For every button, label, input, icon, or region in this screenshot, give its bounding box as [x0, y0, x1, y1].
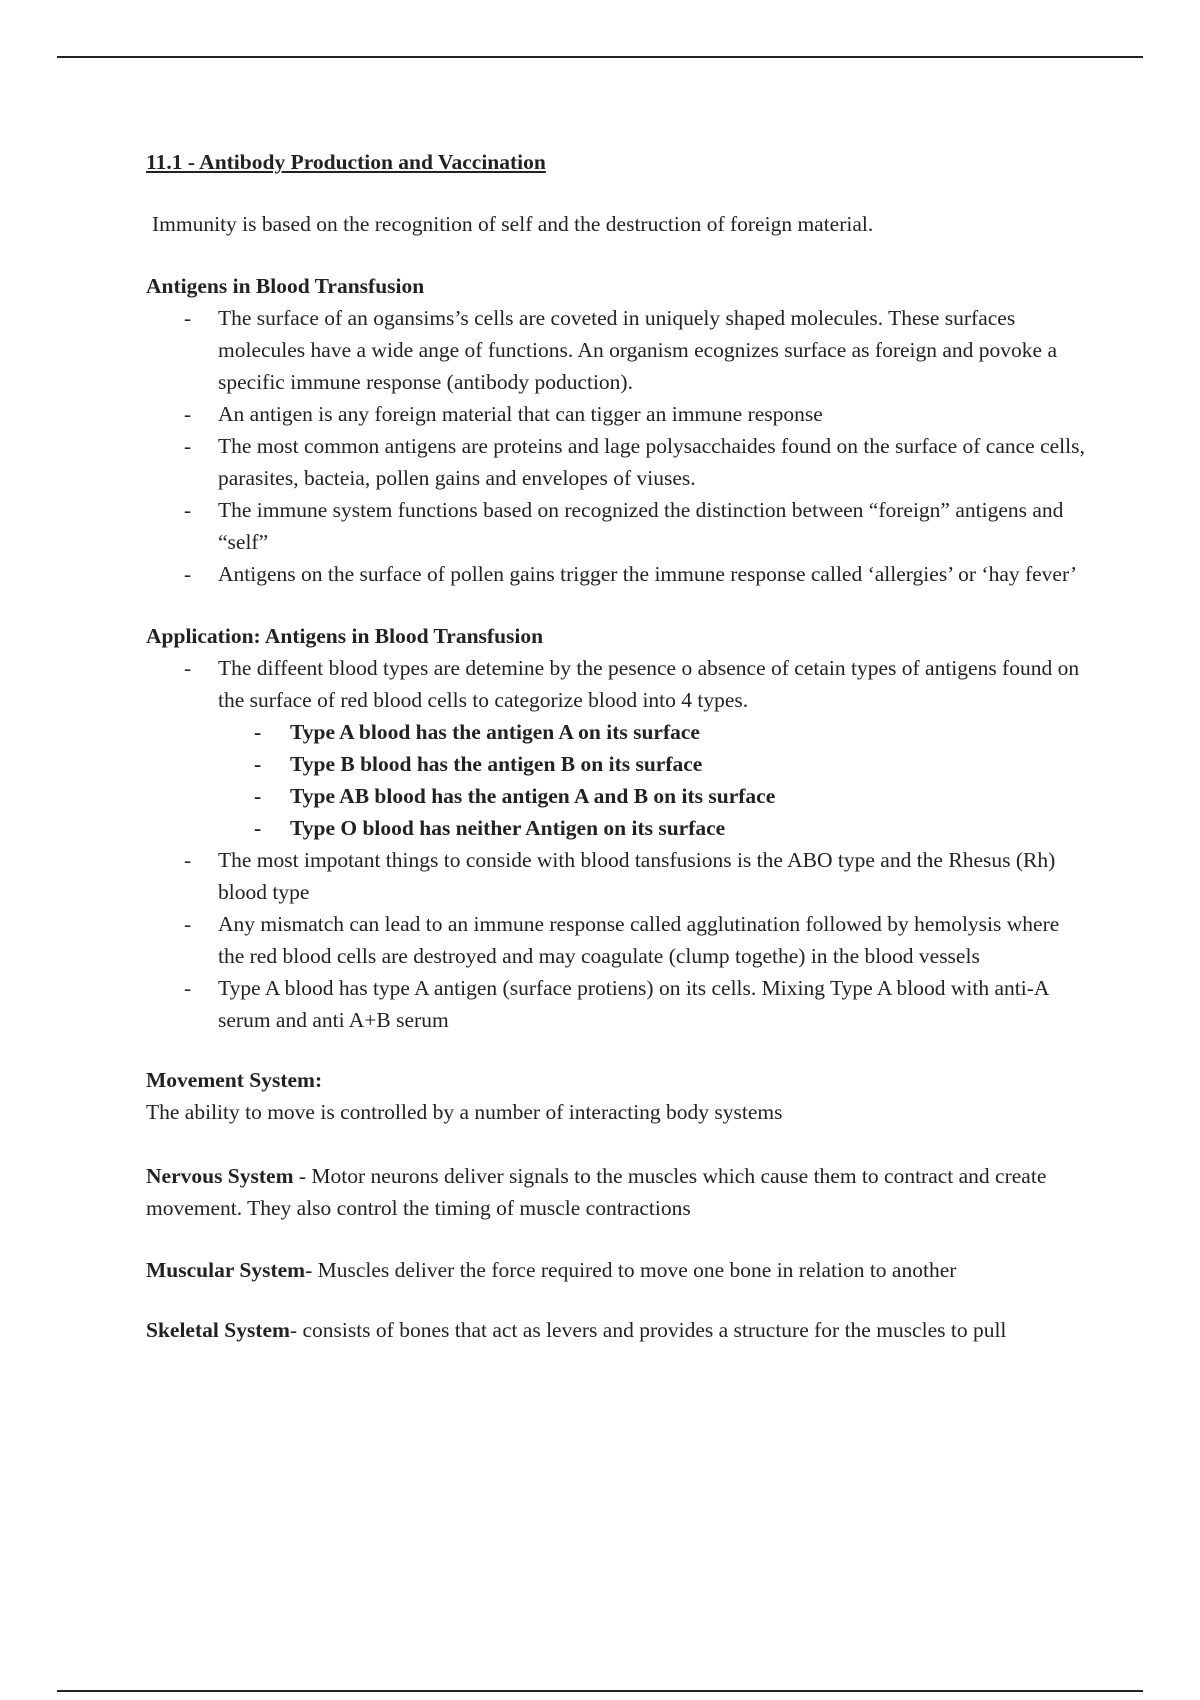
section-heading-antigens: Antigens in Blood Transfusion — [146, 274, 425, 298]
nervous-system-paragraph — [146, 1160, 1086, 1224]
muscular-system-label: Muscular System — [146, 1258, 306, 1282]
section-heading-movement: Movement System: — [146, 1068, 323, 1092]
list-item-text: The diffeent blood types are detemine by the pesence o absence of cetain types of antigens found on the surface of red blood cells to categorize blood into 4 types. — [218, 656, 1080, 712]
bottom-rule — [57, 1690, 1143, 1692]
antigens-bullet-list — [146, 302, 1086, 590]
muscular-system-text: - Muscles deliver the force required to move one bone in relation to another — [305, 1258, 957, 1282]
skeletal-system-label: Skeletal System — [146, 1318, 290, 1342]
document-page — [146, 146, 1086, 1346]
blood-type-sublist — [218, 716, 1086, 844]
nervous-system-label: Nervous System — [146, 1164, 294, 1188]
sub-list-item: - Type AB blood has the antigen A and B on its surface — [218, 780, 1086, 812]
list-item: - An antigen is any foreign material that can tigger an immune response — [146, 398, 1086, 430]
skeletal-system-text: - consists of bones that act as levers and provides a structure for the muscles to pull — [289, 1318, 1007, 1342]
list-item: - The surface of an ogansims’s cells are coveted in uniquely shaped molecules. These surfaces molecules have a wide ange of functions. An organism ecognizes surface as foreign and povoke a specific immune response (antibody poduction). — [146, 302, 1086, 398]
nervous-system-text: - Motor neurons deliver signals to the muscles which cause them to contract and create movement. They also control the timing of muscle contractions — [146, 1164, 1047, 1220]
list-item: - The most common antigens are proteins and lage polysacchaides found on the surface of cance cells, parasites, bacteia, pollen gains and envelopes of viuses. — [146, 430, 1086, 494]
section-heading-application: Application: Antigens in Blood Transfusion — [146, 624, 544, 648]
list-item: - Antigens on the surface of pollen gains trigger the immune response called ‘allergies’ or ‘hay fever’ — [146, 558, 1086, 590]
list-item: - The most impotant things to conside with blood tansfusions is the ABO type and the Rhesus (Rh) blood type — [146, 844, 1086, 908]
application-bullet-list — [146, 652, 1086, 1036]
sub-list-item: - Type O blood has neither Antigen on its surface — [218, 812, 1086, 844]
movement-paragraph: The ability to move is controlled by a number of interacting body systems — [146, 1100, 783, 1124]
page-title: 11.1 - Antibody Production and Vaccination — [146, 150, 546, 174]
sub-list-item: - Type B blood has the antigen B on its surface — [218, 748, 1086, 780]
list-item: - Any mismatch can lead to an immune response called agglutination followed by hemolysis where the red blood cells are destroyed and may coagulate (clump togethe) in the blood vessels — [146, 908, 1086, 972]
muscular-system-paragraph — [146, 1254, 1086, 1286]
sub-list-item: - Type A blood has the antigen A on its surface — [218, 716, 1086, 748]
list-item: - Type A blood has type A antigen (surface protiens) on its cells. Mixing Type A blood with anti-A serum and anti A+B serum — [146, 972, 1086, 1036]
list-item — [146, 652, 1086, 844]
top-rule — [57, 56, 1143, 58]
list-item: - The immune system functions based on recognized the distinction between “foreign” antigens and “self” — [146, 494, 1086, 558]
intro-paragraph: Immunity is based on the recognition of self and the destruction of foreign material. — [152, 212, 874, 236]
skeletal-system-paragraph — [146, 1314, 1086, 1346]
